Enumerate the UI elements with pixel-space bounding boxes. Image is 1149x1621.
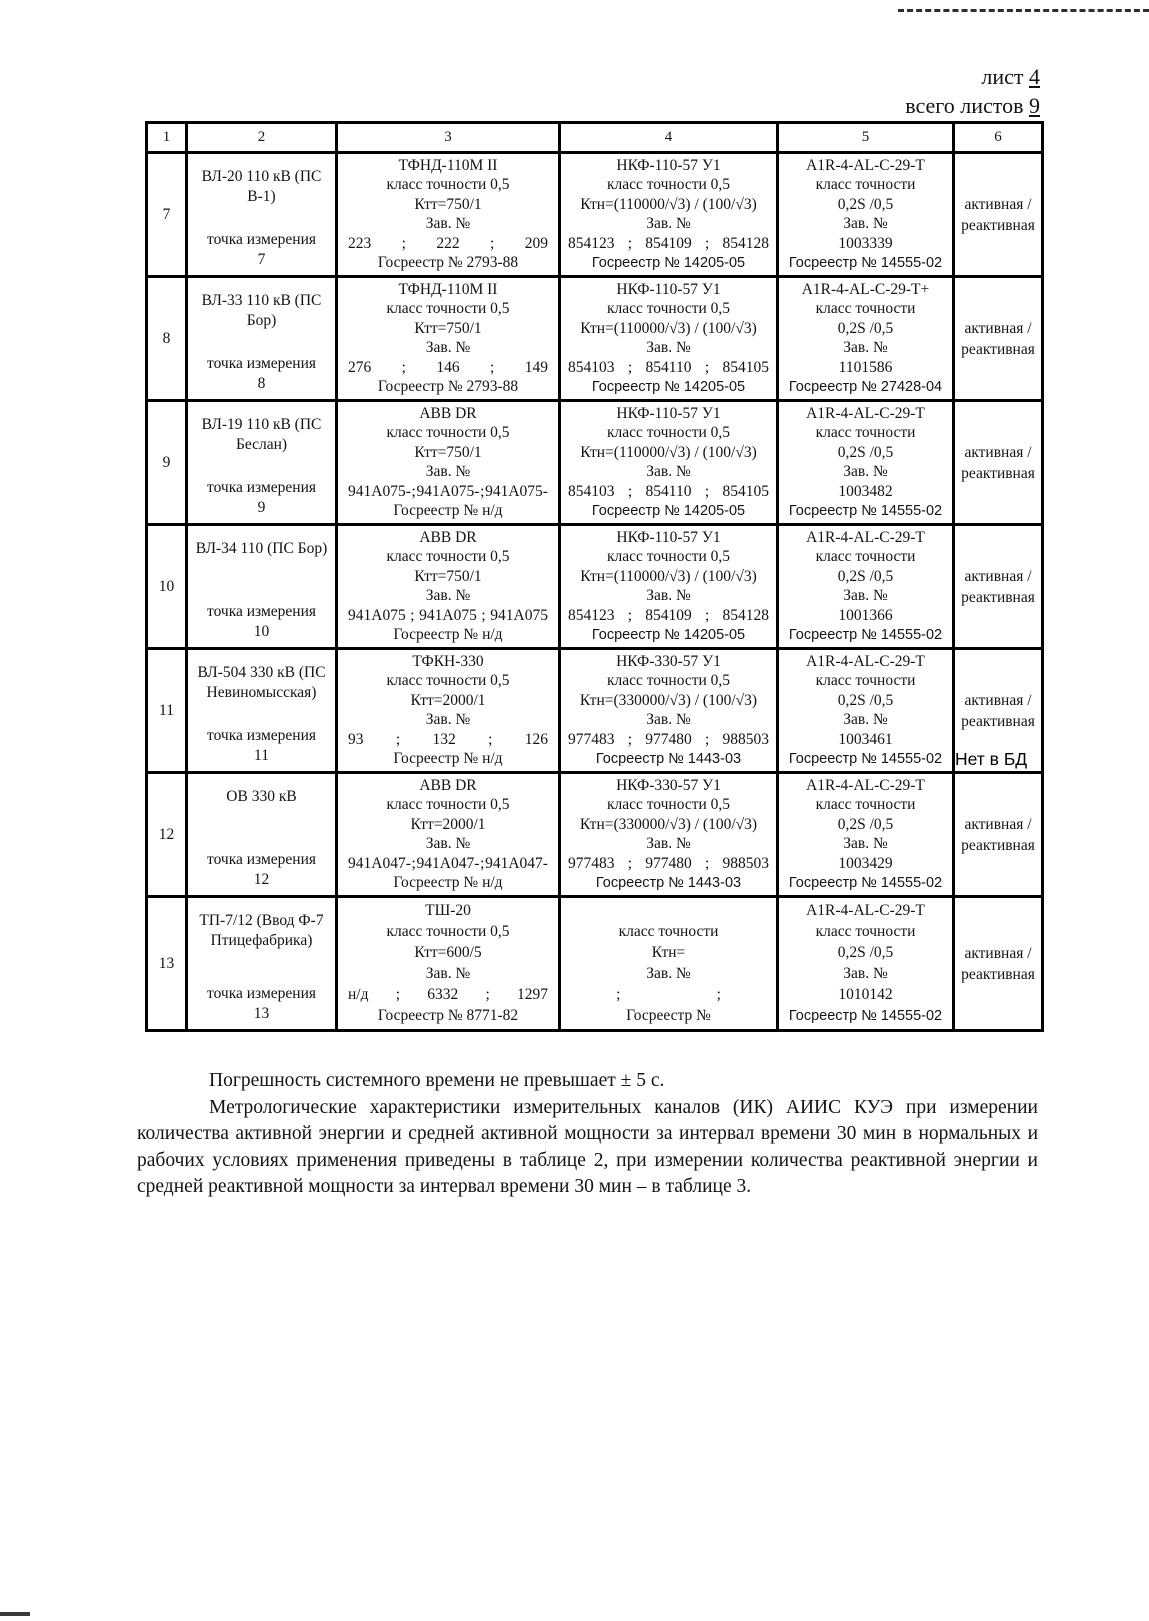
meter-cell xyxy=(779,898,955,1029)
serial-numbers: 977483 ; 977480 ; 988503 xyxy=(568,854,769,872)
accuracy-values: 0,2S /0,5 xyxy=(837,195,894,213)
device-type: A1R-4-AL-C-29-T xyxy=(806,156,925,174)
transform-ratio: Ктн=(110000/√3) / (100/√3) xyxy=(580,567,757,585)
device-type: НКФ-110-57 У1 xyxy=(616,156,721,174)
meter-cell xyxy=(779,278,955,399)
measure-point-name: ОВ 330 кВ xyxy=(226,788,297,805)
serial-number: 1001366 xyxy=(838,606,893,624)
transform-ratio: Ктт=750/1 xyxy=(414,443,482,461)
current-transformer-cell xyxy=(338,774,561,895)
device-type: A1R-4-AL-C-29-T+ xyxy=(801,280,930,298)
serial-label: Зав. № xyxy=(646,215,691,233)
row-number: 8 xyxy=(148,278,188,399)
paragraph-metrological: Метрологические характеристики измерительных каналов (ИК) АИИС КУЭ при измерении количества активной энергии и средней активной мощности за интервал времени 30 мин в нормальных и рабочих условиях применения приведены в таблице 2, при измерении количества реактивной энергии и средней реактивной мощности за интервал времени 30 мин – в таблице 3. xyxy=(137,1096,1038,1197)
gosreestr-number: Госреестр № н/д xyxy=(393,874,503,892)
row-number: 10 xyxy=(148,526,188,647)
serial-numbers: 276 ; 146 ; 149 xyxy=(348,358,548,376)
measure-point-number: 7 xyxy=(257,251,266,268)
device-type: ТФНД-110М II xyxy=(398,280,498,298)
table-row xyxy=(148,895,1041,1029)
table-row xyxy=(148,523,1041,647)
table-row xyxy=(148,399,1041,523)
gosreestr-number: Госреестр № 14555-02 xyxy=(788,627,943,644)
device-type: НКФ-330-57 У1 xyxy=(616,652,721,670)
gosreestr-number: Госреестр № 14205-05 xyxy=(591,379,746,396)
energy-type: активная / реактивная xyxy=(961,691,1035,730)
gosreestr-number: Госреестр № н/д xyxy=(393,750,503,768)
accuracy-class: класс точности 0,5 xyxy=(606,176,731,194)
serial-label: Зав. № xyxy=(425,587,471,605)
serial-label: Зав. № xyxy=(843,215,888,233)
accuracy-class: класс точности 0,5 xyxy=(386,672,510,690)
transform-ratio: Ктт=750/1 xyxy=(414,319,482,337)
serial-label: Зав. № xyxy=(425,835,471,853)
serial-label: Зав. № xyxy=(843,339,888,357)
device-type: НКФ-330-57 У1 xyxy=(616,776,721,794)
measure-point-cell xyxy=(188,898,338,1029)
voltage-transformer-cell xyxy=(561,650,779,771)
measure-point-cell xyxy=(188,650,338,771)
meter-cell xyxy=(779,526,955,647)
gosreestr-number: Госреестр № 1443-03 xyxy=(595,875,742,892)
accuracy-values: 0,2S /0,5 xyxy=(837,815,894,833)
serial-numbers: н/д ; 6332 ; 1297 xyxy=(348,986,548,1003)
sheet-label: лист xyxy=(981,64,1024,89)
gosreestr-number: Госреестр № 14205-05 xyxy=(591,503,746,520)
voltage-transformer-cell xyxy=(561,526,779,647)
measure-point-label: точка измерения xyxy=(207,727,316,744)
measure-point-name: ВЛ-34 110 (ПС Бор) xyxy=(195,540,328,557)
current-transformer-cell xyxy=(338,278,561,399)
device-type: НКФ-110-57 У1 xyxy=(616,528,721,546)
gosreestr-number: Госреестр № 14205-05 xyxy=(591,627,746,644)
table-row xyxy=(148,151,1041,275)
column-number: 3 xyxy=(338,124,561,151)
serial-label: Зав. № xyxy=(425,463,471,481)
accuracy-class: класс точности 0,5 xyxy=(606,672,731,690)
transform-ratio: Ктн=(110000/√3) / (100/√3) xyxy=(580,195,757,213)
device-type xyxy=(561,902,776,920)
measure-point-name: ВЛ-33 110 кВ (ПС Бор) xyxy=(201,292,322,329)
measure-point-cell xyxy=(188,402,338,523)
measure-point-number: 12 xyxy=(253,871,270,888)
transform-ratio: Ктн=(110000/√3) / (100/√3) xyxy=(580,319,757,337)
measure-point-cell xyxy=(188,526,338,647)
accuracy-class: класс точности xyxy=(815,548,916,566)
sheet-number-line xyxy=(600,62,1040,91)
measure-point-number: 11 xyxy=(254,747,269,764)
measure-point-label: точка измерения xyxy=(207,985,316,1002)
voltage-transformer-cell xyxy=(561,898,779,1029)
energy-type: активная / реактивная xyxy=(961,443,1035,482)
voltage-transformer-cell xyxy=(561,278,779,399)
serial-label: Зав. № xyxy=(843,463,888,481)
device-type: A1R-4-AL-C-29-T xyxy=(806,404,925,422)
accuracy-values: 0,2S /0,5 xyxy=(837,567,894,585)
measure-point-label: точка измерения xyxy=(207,851,316,868)
device-type: A1R-4-AL-C-29-T xyxy=(806,776,925,794)
current-transformer-cell xyxy=(338,898,561,1029)
measure-point-number: 8 xyxy=(257,375,266,392)
transform-ratio: Ктн=(110000/√3) / (100/√3) xyxy=(580,443,757,461)
energy-type: активная / реактивная xyxy=(961,815,1035,854)
gosreestr-number: Госреестр № xyxy=(626,1007,711,1024)
scan-dash-artifact xyxy=(898,9,1149,12)
device-type: НКФ-110-57 У1 xyxy=(616,404,721,422)
accuracy-class: класс точности 0,5 xyxy=(386,548,510,566)
meter-cell xyxy=(779,154,955,275)
transform-ratio: Ктт=2000/1 xyxy=(410,815,486,833)
accuracy-class: класс точности 0,5 xyxy=(386,424,510,442)
row-number: 9 xyxy=(148,402,188,523)
serial-label: Зав. № xyxy=(646,587,691,605)
device-type: A1R-4-AL-C-29-T xyxy=(806,902,925,919)
device-type: ТШ-20 xyxy=(425,902,471,919)
accuracy-class: класс точности xyxy=(815,923,916,940)
gosreestr-number: Госреестр № 14555-02 xyxy=(788,875,943,892)
measure-point-number: 10 xyxy=(253,623,270,640)
accuracy-class: класс точности 0,5 xyxy=(386,923,510,940)
paragraph-system-time: Погрешность системного времени не превышает ± 5 с. xyxy=(209,1070,665,1091)
energy-type-cell xyxy=(955,774,1041,895)
accuracy-class: класс точности 0,5 xyxy=(386,796,510,814)
measure-point-cell xyxy=(188,774,338,895)
column-number: 1 xyxy=(148,124,188,151)
accuracy-values: 0,2S /0,5 xyxy=(837,691,894,709)
accuracy-class: класс точности xyxy=(815,672,916,690)
accuracy-class: класс точности xyxy=(815,424,916,442)
energy-type: активная / реактивная xyxy=(961,944,1035,983)
device-type: НКФ-110-57 У1 xyxy=(616,280,721,298)
serial-numbers: 941A075 ; 941A075 ; 941A075 xyxy=(348,606,548,624)
serial-numbers: 941A047- ; 941A047- ; 941A047- xyxy=(348,854,548,872)
energy-type-cell xyxy=(955,154,1041,275)
serial-numbers: ; ; xyxy=(616,986,721,1003)
gosreestr-number: Госреестр № 2793-88 xyxy=(377,378,519,396)
energy-type: активная / реактивная xyxy=(961,319,1035,358)
accuracy-values: 0,2S /0,5 xyxy=(837,443,894,461)
voltage-transformer-cell xyxy=(561,154,779,275)
total-sheets-line xyxy=(600,91,1040,120)
serial-numbers: 854123 ; 854109 ; 854128 xyxy=(568,606,769,624)
gosreestr-number: Госреестр № 1443-03 xyxy=(595,751,742,768)
manual-note: Нет в БД xyxy=(955,748,1041,770)
current-transformer-cell xyxy=(338,526,561,647)
accuracy-class: класс точности 0,5 xyxy=(606,796,731,814)
table-row xyxy=(148,647,1041,771)
transform-ratio: Ктт=600/5 xyxy=(414,944,482,961)
device-type: ТФКН-330 xyxy=(412,652,484,670)
serial-label: Зав. № xyxy=(425,339,471,357)
gosreestr-number: Госреестр № 14205-05 xyxy=(591,255,746,272)
serial-number: 1010142 xyxy=(838,986,893,1003)
serial-number: 1101586 xyxy=(838,358,893,376)
energy-type: активная / реактивная xyxy=(961,567,1035,606)
table-header-row xyxy=(148,124,1041,151)
current-transformer-cell xyxy=(338,650,561,771)
column-number: 4 xyxy=(561,124,779,151)
serial-number: 1003429 xyxy=(838,854,893,872)
transform-ratio: Ктт=750/1 xyxy=(414,195,482,213)
gosreestr-number: Госреестр № н/д xyxy=(393,502,503,520)
accuracy-class: класс точности 0,5 xyxy=(386,300,510,318)
serial-label: Зав. № xyxy=(646,463,691,481)
serial-number: 1003339 xyxy=(838,234,893,252)
table-row xyxy=(148,275,1041,399)
meter-cell xyxy=(779,774,955,895)
transform-ratio: Ктн=(330000/√3) / (100/√3) xyxy=(579,691,758,709)
sheet-number: 4 xyxy=(1029,64,1040,89)
gosreestr-number: Госреестр № н/д xyxy=(393,626,503,644)
accuracy-class: класс точности xyxy=(815,176,916,194)
serial-label: Зав. № xyxy=(646,835,691,853)
measure-point-number: 9 xyxy=(257,499,266,516)
serial-numbers: 854123 ; 854109 ; 854128 xyxy=(568,234,769,252)
meter-cell xyxy=(779,402,955,523)
device-type: A1R-4-AL-C-29-T xyxy=(806,528,925,546)
measure-point-label: точка измерения xyxy=(207,479,316,496)
serial-numbers: 223 ; 222 ; 209 xyxy=(348,234,548,252)
gosreestr-number: Госреестр № 14555-02 xyxy=(788,503,943,520)
serial-label: Зав. № xyxy=(843,587,888,605)
device-type: ABB DR xyxy=(419,776,477,794)
device-type: ABB DR xyxy=(419,404,477,422)
gosreestr-number: Госреестр № 27428-04 xyxy=(788,379,943,396)
total-sheets-label: всего листов xyxy=(905,93,1024,118)
accuracy-class: класс точности 0,5 xyxy=(386,176,510,194)
serial-numbers: 854103 ; 854110 ; 854105 xyxy=(568,358,769,376)
serial-label: Зав. № xyxy=(646,711,691,729)
row-number: 7 xyxy=(148,154,188,275)
serial-label: Зав. № xyxy=(843,835,888,853)
energy-type-cell xyxy=(955,402,1041,523)
row-number: 12 xyxy=(148,774,188,895)
transform-ratio: Ктн=(330000/√3) / (100/√3) xyxy=(579,815,758,833)
device-type: A1R-4-AL-C-29-T xyxy=(806,652,925,670)
device-type: ABB DR xyxy=(419,528,477,546)
energy-type-cell xyxy=(955,650,1041,771)
voltage-transformer-cell xyxy=(561,402,779,523)
column-number: 2 xyxy=(188,124,338,151)
gosreestr-number: Госреестр № 14555-02 xyxy=(788,1008,943,1024)
serial-number: 1003461 xyxy=(838,730,893,748)
energy-type: активная / реактивная xyxy=(961,195,1035,234)
accuracy-class: класс точности xyxy=(618,923,719,940)
energy-type-cell xyxy=(955,898,1041,1029)
measure-point-cell xyxy=(188,154,338,275)
sheet-numbering xyxy=(600,62,1040,120)
total-sheets-number: 9 xyxy=(1029,93,1040,118)
serial-label: Зав. № xyxy=(646,965,691,982)
measure-point-name: ВЛ-20 110 кВ (ПС В-1) xyxy=(201,168,322,205)
transform-ratio: Ктт=750/1 xyxy=(414,567,482,585)
measure-point-label: точка измерения xyxy=(207,603,316,620)
accuracy-class: класс точности xyxy=(815,300,916,318)
current-transformer-cell xyxy=(338,154,561,275)
serial-label: Зав. № xyxy=(646,339,691,357)
scan-corner-artifact xyxy=(0,1612,30,1616)
gosreestr-number: Госреестр № 14555-02 xyxy=(788,751,943,768)
measure-point-name: ВЛ-19 110 кВ (ПС Беслан) xyxy=(201,416,322,453)
serial-label: Зав. № xyxy=(843,965,888,982)
table-row xyxy=(148,771,1041,895)
serial-numbers: 941A075- ; 941A075- ; 941A075- xyxy=(348,482,548,500)
accuracy-values: 0,2S /0,5 xyxy=(837,944,894,961)
measure-point-label: точка измерения xyxy=(207,355,316,372)
serial-numbers: 977483 ; 977480 ; 988503 xyxy=(568,730,769,748)
meter-cell xyxy=(779,650,955,771)
measure-point-number: 13 xyxy=(253,1005,270,1022)
body-text xyxy=(137,1068,1038,1201)
measure-point-name: ТП-7/12 (Ввод Ф-7 Птицефабрика) xyxy=(199,912,324,949)
serial-label: Зав. № xyxy=(843,711,888,729)
measurement-channels-table xyxy=(145,121,1044,1032)
gosreestr-number: Госреестр № 14555-02 xyxy=(788,255,943,272)
gosreestr-number: Госреестр № 8771-82 xyxy=(377,1007,519,1024)
energy-type-cell xyxy=(955,526,1041,647)
column-number: 6 xyxy=(994,129,1002,145)
serial-label: Зав. № xyxy=(425,965,471,982)
accuracy-class: класс точности 0,5 xyxy=(606,424,731,442)
column-number: 5 xyxy=(779,124,955,151)
accuracy-class: класс точности 0,5 xyxy=(606,300,731,318)
row-number: 11 xyxy=(148,650,188,771)
gosreestr-number: Госреестр № 2793-88 xyxy=(377,254,519,272)
device-type: ТФНД-110М II xyxy=(398,156,498,174)
measure-point-name: ВЛ-504 330 кВ (ПС Невиномысская) xyxy=(197,664,326,701)
serial-numbers: 854103 ; 854110 ; 854105 xyxy=(568,482,769,500)
row-number: 13 xyxy=(148,898,188,1029)
measure-point-cell xyxy=(188,278,338,399)
accuracy-values: 0,2S /0,5 xyxy=(837,319,894,337)
serial-label: Зав. № xyxy=(425,215,471,233)
measure-point-label: точка измерения xyxy=(207,231,316,248)
transform-ratio: Ктн= xyxy=(651,944,686,961)
table-body xyxy=(148,151,1041,1029)
transform-ratio: Ктт=2000/1 xyxy=(410,691,486,709)
serial-number: 1003482 xyxy=(838,482,893,500)
accuracy-class: класс точности xyxy=(815,796,916,814)
energy-type-cell xyxy=(955,278,1041,399)
voltage-transformer-cell xyxy=(561,774,779,895)
accuracy-class: класс точности 0,5 xyxy=(606,548,731,566)
current-transformer-cell xyxy=(338,402,561,523)
serial-numbers: 93 ; 132 ; 126 xyxy=(348,730,548,748)
serial-label: Зав. № xyxy=(425,711,471,729)
